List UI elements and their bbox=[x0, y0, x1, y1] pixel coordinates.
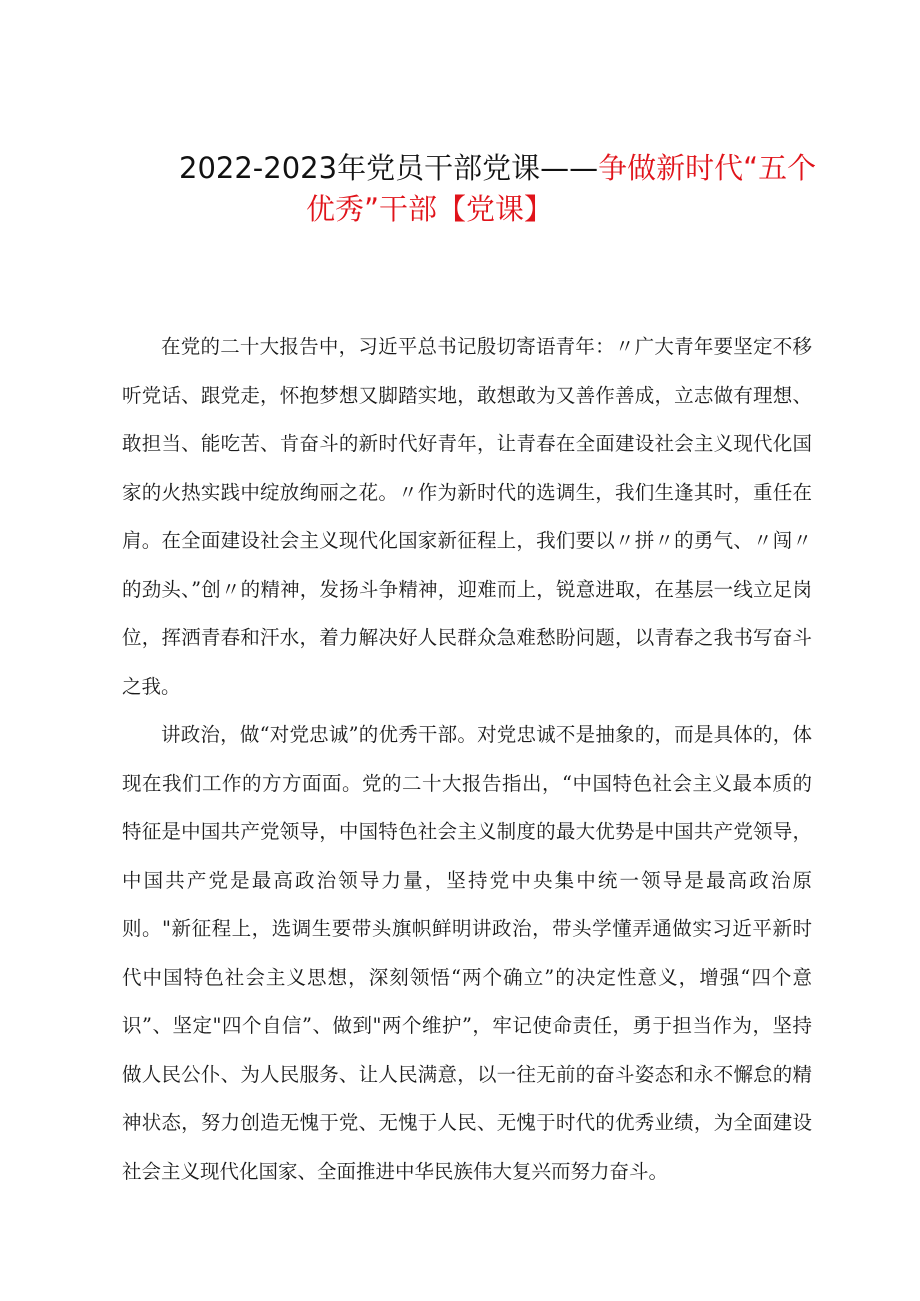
title-line-2: 优秀”干部【党课】 bbox=[306, 192, 554, 226]
paragraph-2: 讲政治，做“对党忠诚”的优秀干部。对党忠诚不是抽象的，而是具体的，体现在我们工作的方方面面。党的二十大报告指出，“中国特色社会主义最本质的特征是中国共产党领导，中国特色社会主义制度的最大优势是中国共产党领导，中国共产党是最高政治领导力量，坚持党中央集中统一领导是最高政治原则。"新征程上，选调生要带头旗帜鲜明讲政治，带头学懂弄通做实习近平新时代中国特色社会主义思想，深刻领悟“两个确立”的决定性意义，增强“四个意识”、坚定"四个自信”、做到"两个维护”，牢记使命责任，勇于担当作为，坚持做人民公仆、为人民服务、让人民满意，以一往无前的奋斗姿态和永不懈怠的精神状态，努力创造无愧于党、无愧于人民、无愧于时代的优秀业绩，为全面建设社会主义现代化国家、全面推进中华民族伟大复兴而努力奋斗。 bbox=[122, 723, 812, 1183]
title-prefix: 2022-2023年党员干部党课—— bbox=[179, 151, 599, 185]
document-title bbox=[120, 148, 820, 230]
document-body bbox=[122, 323, 812, 1196]
title-line-1 bbox=[120, 148, 820, 189]
title-highlight-1: 争做新时代“五个 bbox=[598, 151, 817, 185]
paragraph-1: 在党的二十大报告中，习近平总书记殷切寄语青年：〃广大青年要坚定不移听党话、跟党走，怀抱梦想又脚踏实地，敢想敢为又善作善成，立志做有理想、敢担当、能吃苦、肯奋斗的新时代好青年，让青春在全面建设社会主义现代化国家的火热实践中绽放绚丽之花。〃作为新时代的选调生，我们生逢其时，重任在肩。在全面建设社会主义现代化国家新征程上，我们要以〃拼〃的勇气、〃闯〃的劲头、”创〃的精神，发扬斗争精神，迎难而上，锐意进取，在基层一线立足岗位，挥洒青春和汗水，着力解决好人民群众急难愁盼问题，以青春之我书写奋斗之我。 bbox=[122, 335, 812, 698]
